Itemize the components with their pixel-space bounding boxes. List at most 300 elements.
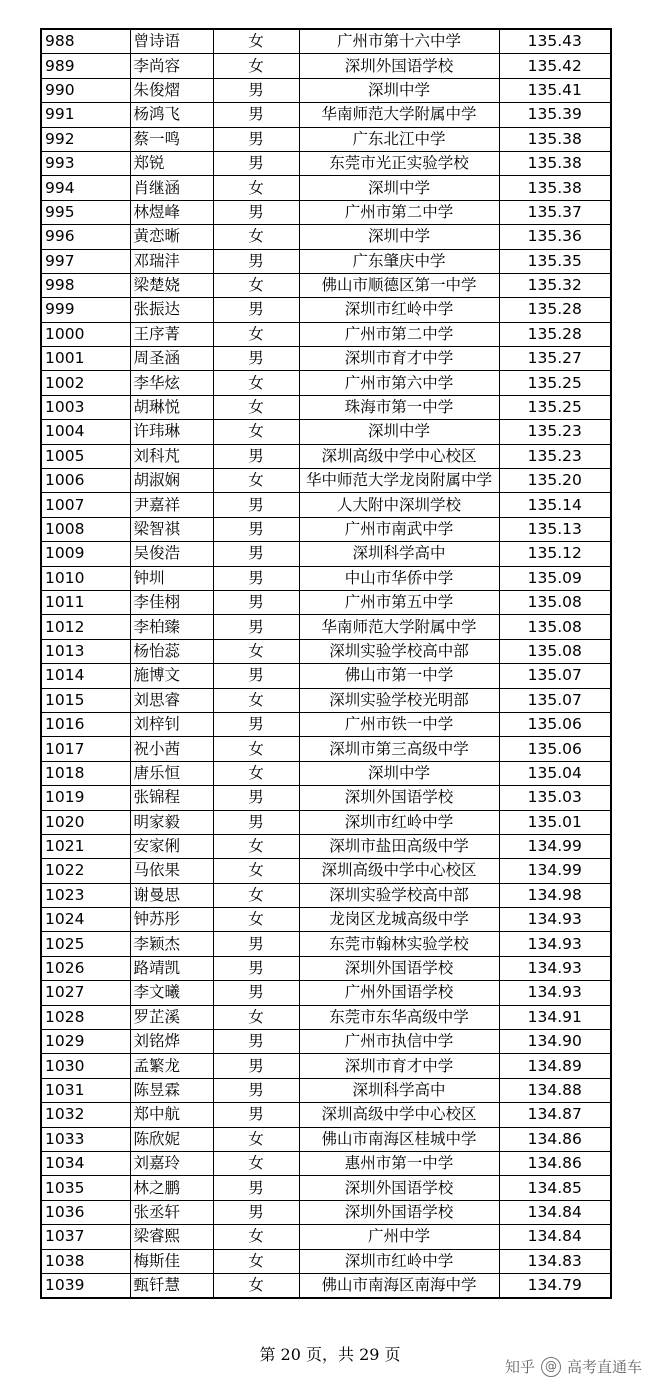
score-cell: 135.20: [499, 469, 611, 493]
rank-cell: 1024: [41, 908, 130, 932]
rank-cell: 1002: [41, 371, 130, 395]
student-name-cell: 刘梓钊: [130, 712, 213, 736]
student-name-cell: 周圣涵: [130, 347, 213, 371]
school-cell: 东莞市翰林实验学校: [299, 932, 499, 956]
student-name-cell: 明家毅: [130, 810, 213, 834]
rank-cell: 1011: [41, 590, 130, 614]
gender-cell: 女: [213, 737, 299, 761]
table-row: [41, 956, 611, 980]
gender-cell: 女: [213, 371, 299, 395]
rank-cell: 993: [41, 151, 130, 175]
table-row: [41, 932, 611, 956]
score-cell: 135.38: [499, 127, 611, 151]
score-cell: 135.36: [499, 225, 611, 249]
table-row: [41, 200, 611, 224]
gender-cell: 男: [213, 103, 299, 127]
table-row: [41, 1005, 611, 1029]
school-cell: 广州市南武中学: [299, 517, 499, 541]
school-cell: 中山市华侨中学: [299, 566, 499, 590]
student-name-cell: 胡琳悦: [130, 395, 213, 419]
score-cell: 135.39: [499, 103, 611, 127]
table-row: [41, 1127, 611, 1151]
score-cell: 135.35: [499, 249, 611, 273]
rank-cell: 1017: [41, 737, 130, 761]
score-cell: 135.25: [499, 371, 611, 395]
gender-cell: 男: [213, 615, 299, 639]
student-name-cell: 梅斯佳: [130, 1249, 213, 1273]
school-cell: 华南师范大学附属中学: [299, 615, 499, 639]
table-row: [41, 493, 611, 517]
score-cell: 135.07: [499, 688, 611, 712]
table-row: [41, 298, 611, 322]
student-name-cell: 杨鸿飞: [130, 103, 213, 127]
student-name-cell: 唐乐恒: [130, 761, 213, 785]
student-name-cell: 肖继涵: [130, 176, 213, 200]
table-row: [41, 834, 611, 858]
school-cell: 佛山市南海区南海中学: [299, 1273, 499, 1298]
table-row: [41, 786, 611, 810]
school-cell: 华南师范大学附属中学: [299, 103, 499, 127]
student-name-cell: 李文曦: [130, 981, 213, 1005]
score-cell: 135.27: [499, 347, 611, 371]
gender-cell: 男: [213, 347, 299, 371]
school-cell: 龙岗区龙城高级中学: [299, 908, 499, 932]
student-name-cell: 刘嘉玲: [130, 1151, 213, 1175]
student-name-cell: 梁智祺: [130, 517, 213, 541]
score-cell: 135.07: [499, 664, 611, 688]
school-cell: 深圳中学: [299, 225, 499, 249]
table-row: [41, 517, 611, 541]
school-cell: 广州市第二中学: [299, 322, 499, 346]
gender-cell: 女: [213, 273, 299, 297]
rank-cell: 1036: [41, 1200, 130, 1224]
table-row: [41, 590, 611, 614]
table-row: [41, 322, 611, 346]
score-cell: 134.86: [499, 1127, 611, 1151]
rank-cell: 1004: [41, 420, 130, 444]
school-cell: 广州外国语学校: [299, 981, 499, 1005]
score-cell: 134.88: [499, 1078, 611, 1102]
rank-cell: 1009: [41, 542, 130, 566]
gender-cell: 男: [213, 78, 299, 102]
score-cell: 135.37: [499, 200, 611, 224]
table-row: [41, 1103, 611, 1127]
rank-cell: 1007: [41, 493, 130, 517]
table-row: [41, 29, 611, 54]
student-name-cell: 谢曼思: [130, 883, 213, 907]
school-cell: 深圳高级中学中心校区: [299, 444, 499, 468]
rank-cell: 1016: [41, 712, 130, 736]
table-row: [41, 347, 611, 371]
rank-cell: 1023: [41, 883, 130, 907]
student-name-cell: 许玮琳: [130, 420, 213, 444]
student-name-cell: 李佳栩: [130, 590, 213, 614]
table-row: [41, 273, 611, 297]
table-row: [41, 1030, 611, 1054]
school-cell: 深圳中学: [299, 761, 499, 785]
rank-cell: 1039: [41, 1273, 130, 1298]
school-cell: 广州市第十六中学: [299, 29, 499, 54]
score-cell: 134.93: [499, 908, 611, 932]
rank-cell: 1001: [41, 347, 130, 371]
table-row: [41, 908, 611, 932]
gender-cell: 男: [213, 786, 299, 810]
table-row: [41, 54, 611, 78]
student-name-cell: 罗芷溪: [130, 1005, 213, 1029]
table-row: [41, 542, 611, 566]
score-cell: 135.38: [499, 176, 611, 200]
gender-cell: 女: [213, 395, 299, 419]
rank-cell: 1013: [41, 639, 130, 663]
school-cell: 东莞市光正实验学校: [299, 151, 499, 175]
gender-cell: 女: [213, 883, 299, 907]
at-icon: @: [541, 1357, 561, 1377]
gender-cell: 男: [213, 664, 299, 688]
student-name-cell: 钟圳: [130, 566, 213, 590]
gender-cell: 男: [213, 1176, 299, 1200]
score-cell: 135.28: [499, 298, 611, 322]
gender-cell: 女: [213, 1273, 299, 1298]
score-cell: 135.41: [499, 78, 611, 102]
score-table: [40, 28, 612, 1299]
school-cell: 珠海市第一中学: [299, 395, 499, 419]
student-name-cell: 梁楚娆: [130, 273, 213, 297]
rank-cell: 1003: [41, 395, 130, 419]
rank-cell: 1038: [41, 1249, 130, 1273]
school-cell: 深圳高级中学中心校区: [299, 859, 499, 883]
rank-cell: 1031: [41, 1078, 130, 1102]
rank-cell: 999: [41, 298, 130, 322]
score-cell: 134.99: [499, 859, 611, 883]
table-row: [41, 1176, 611, 1200]
rank-cell: 998: [41, 273, 130, 297]
school-cell: 广东北江中学: [299, 127, 499, 151]
score-cell: 134.85: [499, 1176, 611, 1200]
rank-cell: 990: [41, 78, 130, 102]
rank-cell: 994: [41, 176, 130, 200]
student-name-cell: 李柏臻: [130, 615, 213, 639]
score-cell: 134.87: [499, 1103, 611, 1127]
score-cell: 135.38: [499, 151, 611, 175]
score-cell: 135.13: [499, 517, 611, 541]
school-cell: 深圳外国语学校: [299, 1200, 499, 1224]
student-name-cell: 林之鹏: [130, 1176, 213, 1200]
student-name-cell: 马依果: [130, 859, 213, 883]
gender-cell: 男: [213, 566, 299, 590]
student-name-cell: 郑锐: [130, 151, 213, 175]
table-row: [41, 225, 611, 249]
gender-cell: 男: [213, 932, 299, 956]
student-name-cell: 朱俊熠: [130, 78, 213, 102]
watermark-account-label: 高考直通车: [566, 1358, 642, 1376]
table-row: [41, 566, 611, 590]
student-name-cell: 王序菁: [130, 322, 213, 346]
school-cell: 深圳市红岭中学: [299, 1249, 499, 1273]
gender-cell: 女: [213, 688, 299, 712]
school-cell: 广东肇庆中学: [299, 249, 499, 273]
score-cell: 134.79: [499, 1273, 611, 1298]
gender-cell: 男: [213, 810, 299, 834]
table-row: [41, 78, 611, 102]
score-cell: 135.32: [499, 273, 611, 297]
score-cell: 134.93: [499, 981, 611, 1005]
gender-cell: 女: [213, 639, 299, 663]
student-name-cell: 施博文: [130, 664, 213, 688]
student-name-cell: 郑中航: [130, 1103, 213, 1127]
table-row: [41, 1225, 611, 1249]
rank-cell: 1020: [41, 810, 130, 834]
score-cell: 135.09: [499, 566, 611, 590]
table-row: [41, 103, 611, 127]
rank-cell: 996: [41, 225, 130, 249]
table-row: [41, 249, 611, 273]
school-cell: 东莞市东华高级中学: [299, 1005, 499, 1029]
school-cell: 广州市铁一中学: [299, 712, 499, 736]
table-row: [41, 176, 611, 200]
school-cell: 深圳科学高中: [299, 1078, 499, 1102]
school-cell: 佛山市南海区桂城中学: [299, 1127, 499, 1151]
score-cell: 135.43: [499, 29, 611, 54]
table-row: [41, 469, 611, 493]
rank-cell: 1010: [41, 566, 130, 590]
rank-cell: 1035: [41, 1176, 130, 1200]
score-cell: 135.14: [499, 493, 611, 517]
gender-cell: 男: [213, 1200, 299, 1224]
school-cell: 深圳外国语学校: [299, 956, 499, 980]
score-cell: 134.84: [499, 1200, 611, 1224]
rank-cell: 1027: [41, 981, 130, 1005]
rank-cell: 1019: [41, 786, 130, 810]
gender-cell: 男: [213, 200, 299, 224]
gender-cell: 女: [213, 469, 299, 493]
table-row: [41, 688, 611, 712]
gender-cell: 女: [213, 29, 299, 54]
table-row: [41, 712, 611, 736]
table-row: [41, 1078, 611, 1102]
school-cell: 深圳中学: [299, 78, 499, 102]
school-cell: 人大附中深圳学校: [299, 493, 499, 517]
student-name-cell: 尹嘉祥: [130, 493, 213, 517]
table-row: [41, 639, 611, 663]
gender-cell: 男: [213, 1078, 299, 1102]
table-row: [41, 371, 611, 395]
rank-cell: 1033: [41, 1127, 130, 1151]
school-cell: 深圳实验学校光明部: [299, 688, 499, 712]
table-row: [41, 395, 611, 419]
score-cell: 135.23: [499, 420, 611, 444]
gender-cell: 女: [213, 176, 299, 200]
gender-cell: 女: [213, 1249, 299, 1273]
score-cell: 135.25: [499, 395, 611, 419]
student-name-cell: 蔡一鸣: [130, 127, 213, 151]
school-cell: 深圳市育才中学: [299, 1054, 499, 1078]
rank-cell: 1014: [41, 664, 130, 688]
score-cell: 134.98: [499, 883, 611, 907]
school-cell: 广州市第五中学: [299, 590, 499, 614]
student-name-cell: 张锦程: [130, 786, 213, 810]
rank-cell: 1032: [41, 1103, 130, 1127]
gender-cell: 女: [213, 54, 299, 78]
rank-cell: 1037: [41, 1225, 130, 1249]
score-cell: 135.28: [499, 322, 611, 346]
watermark: [505, 1356, 642, 1377]
student-name-cell: 陈昱霖: [130, 1078, 213, 1102]
score-cell: 134.90: [499, 1030, 611, 1054]
school-cell: 深圳市盐田高级中学: [299, 834, 499, 858]
school-cell: 惠州市第一中学: [299, 1151, 499, 1175]
student-name-cell: 林煜峰: [130, 200, 213, 224]
score-table-body: [41, 29, 611, 1298]
score-cell: 134.93: [499, 956, 611, 980]
table-row: [41, 1054, 611, 1078]
gender-cell: 男: [213, 493, 299, 517]
table-row: [41, 151, 611, 175]
score-cell: 135.04: [499, 761, 611, 785]
rank-cell: 1005: [41, 444, 130, 468]
student-name-cell: 路靖凯: [130, 956, 213, 980]
school-cell: 深圳科学高中: [299, 542, 499, 566]
student-name-cell: 刘思睿: [130, 688, 213, 712]
student-name-cell: 李尚容: [130, 54, 213, 78]
rank-cell: 1030: [41, 1054, 130, 1078]
gender-cell: 女: [213, 761, 299, 785]
school-cell: 深圳市红岭中学: [299, 298, 499, 322]
school-cell: 广州中学: [299, 1225, 499, 1249]
gender-cell: 男: [213, 1103, 299, 1127]
table-row: [41, 1151, 611, 1175]
gender-cell: 男: [213, 444, 299, 468]
school-cell: 深圳市第三高级中学: [299, 737, 499, 761]
rank-cell: 1008: [41, 517, 130, 541]
gender-cell: 男: [213, 590, 299, 614]
school-cell: 广州市第二中学: [299, 200, 499, 224]
table-row: [41, 615, 611, 639]
score-cell: 135.08: [499, 639, 611, 663]
rank-cell: 991: [41, 103, 130, 127]
school-cell: 深圳市育才中学: [299, 347, 499, 371]
gender-cell: 女: [213, 322, 299, 346]
student-name-cell: 张丞轩: [130, 1200, 213, 1224]
student-name-cell: 吴俊浩: [130, 542, 213, 566]
rank-cell: 1029: [41, 1030, 130, 1054]
student-name-cell: 邓瑞沣: [130, 249, 213, 273]
table-row: [41, 737, 611, 761]
school-cell: 深圳外国语学校: [299, 786, 499, 810]
rank-cell: 997: [41, 249, 130, 273]
table-row: [41, 1273, 611, 1298]
school-cell: 深圳实验学校高中部: [299, 639, 499, 663]
score-cell: 135.01: [499, 810, 611, 834]
student-name-cell: 梁睿熙: [130, 1225, 213, 1249]
gender-cell: 女: [213, 834, 299, 858]
student-name-cell: 刘科芃: [130, 444, 213, 468]
gender-cell: 男: [213, 151, 299, 175]
student-name-cell: 安家俐: [130, 834, 213, 858]
rank-cell: 1018: [41, 761, 130, 785]
rank-cell: 995: [41, 200, 130, 224]
rank-cell: 1006: [41, 469, 130, 493]
score-cell: 134.99: [499, 834, 611, 858]
school-cell: 广州市第六中学: [299, 371, 499, 395]
rank-cell: 1034: [41, 1151, 130, 1175]
student-name-cell: 陈欣妮: [130, 1127, 213, 1151]
table-row: [41, 127, 611, 151]
gender-cell: 男: [213, 1054, 299, 1078]
table-row: [41, 859, 611, 883]
score-cell: 135.42: [499, 54, 611, 78]
score-cell: 134.83: [499, 1249, 611, 1273]
school-cell: 深圳中学: [299, 176, 499, 200]
school-cell: 广州市执信中学: [299, 1030, 499, 1054]
rank-cell: 1015: [41, 688, 130, 712]
score-cell: 135.08: [499, 590, 611, 614]
student-name-cell: 杨怡蕊: [130, 639, 213, 663]
student-name-cell: 祝小茜: [130, 737, 213, 761]
score-cell: 135.06: [499, 712, 611, 736]
school-cell: 深圳市红岭中学: [299, 810, 499, 834]
school-cell: 深圳外国语学校: [299, 54, 499, 78]
table-row: [41, 981, 611, 1005]
score-cell: 135.03: [499, 786, 611, 810]
rank-cell: 1012: [41, 615, 130, 639]
school-cell: 佛山市第一中学: [299, 664, 499, 688]
rank-cell: 1021: [41, 834, 130, 858]
student-name-cell: 刘铭烨: [130, 1030, 213, 1054]
gender-cell: 男: [213, 956, 299, 980]
rank-cell: 989: [41, 54, 130, 78]
score-cell: 135.06: [499, 737, 611, 761]
watermark-zhihu-label: 知乎: [504, 1358, 535, 1376]
gender-cell: 女: [213, 1127, 299, 1151]
rank-cell: 988: [41, 29, 130, 54]
gender-cell: 女: [213, 1151, 299, 1175]
table-row: [41, 810, 611, 834]
rank-cell: 992: [41, 127, 130, 151]
student-name-cell: 钟苏彤: [130, 908, 213, 932]
gender-cell: 女: [213, 225, 299, 249]
student-name-cell: 甄钎慧: [130, 1273, 213, 1298]
student-name-cell: 张振达: [130, 298, 213, 322]
score-cell: 135.08: [499, 615, 611, 639]
rank-cell: 1025: [41, 932, 130, 956]
gender-cell: 男: [213, 127, 299, 151]
student-name-cell: 李颖杰: [130, 932, 213, 956]
gender-cell: 男: [213, 249, 299, 273]
table-row: [41, 664, 611, 688]
score-cell: 134.89: [499, 1054, 611, 1078]
student-name-cell: 黄恋晰: [130, 225, 213, 249]
student-name-cell: 李华炫: [130, 371, 213, 395]
school-cell: 深圳实验学校高中部: [299, 883, 499, 907]
rank-cell: 1000: [41, 322, 130, 346]
rank-cell: 1026: [41, 956, 130, 980]
table-row: [41, 1200, 611, 1224]
student-name-cell: 曾诗语: [130, 29, 213, 54]
score-cell: 135.12: [499, 542, 611, 566]
school-cell: 深圳高级中学中心校区: [299, 1103, 499, 1127]
student-name-cell: 孟繁龙: [130, 1054, 213, 1078]
school-cell: 华中师范大学龙岗附属中学: [299, 469, 499, 493]
score-cell: 135.23: [499, 444, 611, 468]
school-cell: 深圳中学: [299, 420, 499, 444]
gender-cell: 女: [213, 420, 299, 444]
table-row: [41, 1249, 611, 1273]
gender-cell: 男: [213, 517, 299, 541]
gender-cell: 女: [213, 908, 299, 932]
gender-cell: 女: [213, 859, 299, 883]
school-cell: 佛山市顺德区第一中学: [299, 273, 499, 297]
gender-cell: 男: [213, 1030, 299, 1054]
